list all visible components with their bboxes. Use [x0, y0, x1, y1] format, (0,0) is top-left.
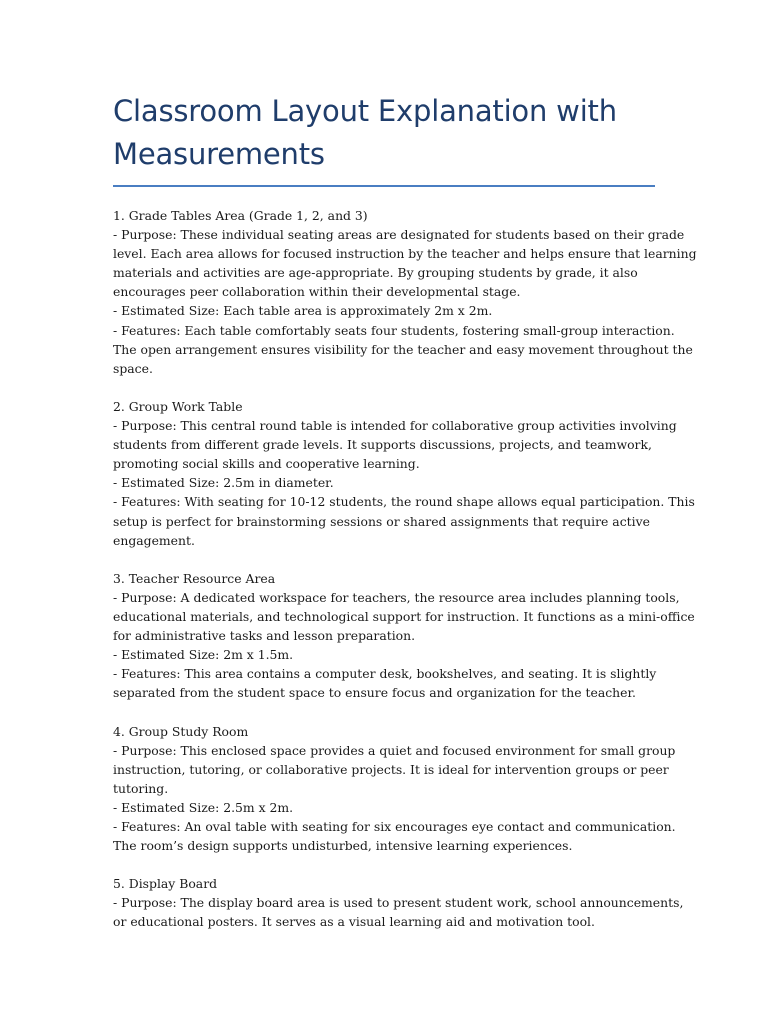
- section-heading: 5. Display Board: [113, 876, 218, 892]
- section-purpose-line: - Purpose: A dedicated workspace for teachers, the resource area includes planning tools,: [113, 589, 680, 605]
- section-estimated-size-line: - Estimated Size: 2.5m x 2m.: [113, 799, 294, 815]
- section-1: [113, 206, 697, 378]
- section-2: [113, 397, 695, 550]
- section-features-line: The open arrangement ensures visibility for the teacher and easy movement throughout the: [113, 341, 693, 357]
- section-features-line: - Features: An oval table with seating for six encourages eye contact and communication.: [113, 819, 676, 834]
- section-features-line: space.: [113, 360, 153, 376]
- title-underline: [113, 185, 655, 187]
- section-purpose-line: or educational posters. It serves as a visual learning aid and motivation tool.: [113, 914, 595, 930]
- section-features-line: engagement.: [113, 532, 195, 548]
- section-purpose-line: tutoring.: [113, 780, 169, 796]
- section-heading: 1. Grade Tables Area (Grade 1, 2, and 3): [113, 208, 368, 223]
- document-title: Classroom Layout Explanation with Measurements: [113, 94, 617, 171]
- section-features-line: - Features: With seating for 10-12 students, the round shape allows equal participation. This: [113, 494, 695, 510]
- section-purpose-line: promoting social skills and cooperative learning.: [113, 456, 420, 472]
- section-purpose-line: level. Each area allows for focused instruction by the teacher and helps ensure that learning: [113, 246, 697, 262]
- section-5: [113, 874, 684, 931]
- section-heading: 4. Group Study Room: [113, 723, 249, 739]
- section-purpose-line: educational materials, and technological support for instruction. It functions as a mini-office: [113, 608, 695, 624]
- section-features-line: separated from the student space to ensure focus and organization for the teacher.: [113, 685, 636, 701]
- section-heading: 2. Group Work Table: [113, 398, 243, 414]
- section-purpose-line: - Purpose: The display board area is used to present student work, school announcements,: [113, 895, 684, 911]
- section-estimated-size-line: - Estimated Size: 2m x 1.5m.: [113, 647, 294, 663]
- section-3: [113, 569, 695, 703]
- section-features-line: - Features: This area contains a computer desk, bookshelves, and seating. It is slightly: [113, 666, 657, 682]
- document-page: [113, 90, 697, 951]
- section-purpose-line: - Purpose: This enclosed space provides a quiet and focused environment for small group: [113, 742, 676, 758]
- section-purpose-line: for administrative tasks and lesson preparation.: [113, 628, 416, 644]
- section-purpose-line: materials and activities are age-appropriate. By grouping students by grade, it also: [113, 265, 638, 281]
- section-4: [113, 722, 676, 856]
- section-features-line: - Features: Each table comfortably seats four students, fostering small-group interaction.: [113, 322, 675, 338]
- section-features-line: setup is perfect for brainstorming sessions or shared assignments that require active: [113, 513, 650, 529]
- section-estimated-size-line: - Estimated Size: Each table area is approximately 2m x 2m.: [113, 303, 493, 319]
- section-features-line: The room’s design supports undisturbed, intensive learning experiences.: [113, 838, 573, 854]
- section-purpose-line: - Purpose: This central round table is intended for collaborative group activities involving: [113, 418, 677, 434]
- document-body: [113, 206, 697, 932]
- section-heading: 3. Teacher Resource Area: [113, 570, 276, 586]
- section-purpose-line: instruction, tutoring, or collaborative projects. It is ideal for intervention groups or peer: [113, 761, 669, 777]
- section-purpose-line: students from different grade levels. It supports discussions, projects, and teamwork,: [113, 437, 652, 453]
- section-estimated-size-line: - Estimated Size: 2.5m in diameter.: [113, 475, 334, 491]
- section-purpose-line: - Purpose: These individual seating areas are designated for students based on their grade: [113, 227, 685, 243]
- section-purpose-line: encourages peer collaboration within their developmental stage.: [113, 284, 521, 300]
